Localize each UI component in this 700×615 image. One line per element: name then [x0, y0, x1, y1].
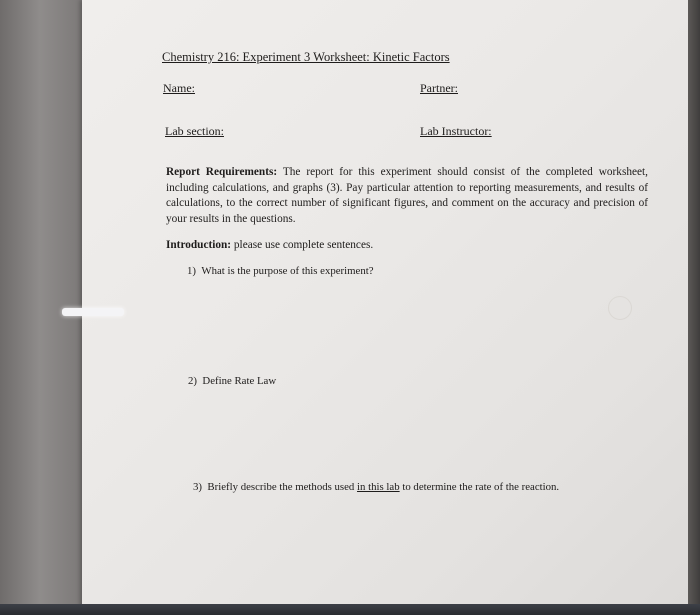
worksheet-title: Chemistry 216: Experiment 3 Worksheet: Kinetic Factors — [162, 50, 450, 64]
introduction — [166, 239, 373, 251]
lab-instructor-label: Lab Instructor: — [420, 124, 492, 138]
intro-heading: Introduction: — [166, 239, 232, 251]
paper-mark — [608, 296, 632, 320]
question-2-number: 2) — [188, 375, 197, 387]
intro-text: please use complete sentences. — [233, 239, 374, 251]
question-1 — [187, 265, 374, 277]
question-3 — [193, 481, 559, 493]
question-3-text-underlined: in this lab — [357, 481, 400, 493]
report-text: The report for this experiment should consist of the completed worksheet, including calculations, and graphs (3). Pay particular attention to reporting measurements, and results of calculations, to the correct number of significant figures, and comment on the accuracy and precision of your results in the questions. — [166, 166, 648, 225]
question-1-number: 1) — [187, 265, 196, 277]
question-2-text: Define Rate Law — [202, 375, 277, 387]
light-reflection — [62, 308, 124, 316]
question-2 — [188, 375, 276, 387]
report-requirements — [166, 165, 648, 227]
partner-label: Partner: — [420, 81, 458, 95]
name-label: Name: — [163, 81, 195, 95]
lab-section-label: Lab section: — [165, 124, 224, 138]
table-edge-bottom — [0, 604, 700, 615]
question-3-number: 3) — [193, 481, 202, 493]
page-edge-right — [688, 0, 700, 615]
question-3-text-before: Briefly describe the methods used — [207, 481, 355, 493]
question-1-text: What is the purpose of this experiment? — [201, 265, 374, 277]
report-heading: Report Requirements: — [166, 166, 278, 178]
question-3-text-after: to determine the rate of the reaction. — [402, 481, 560, 493]
